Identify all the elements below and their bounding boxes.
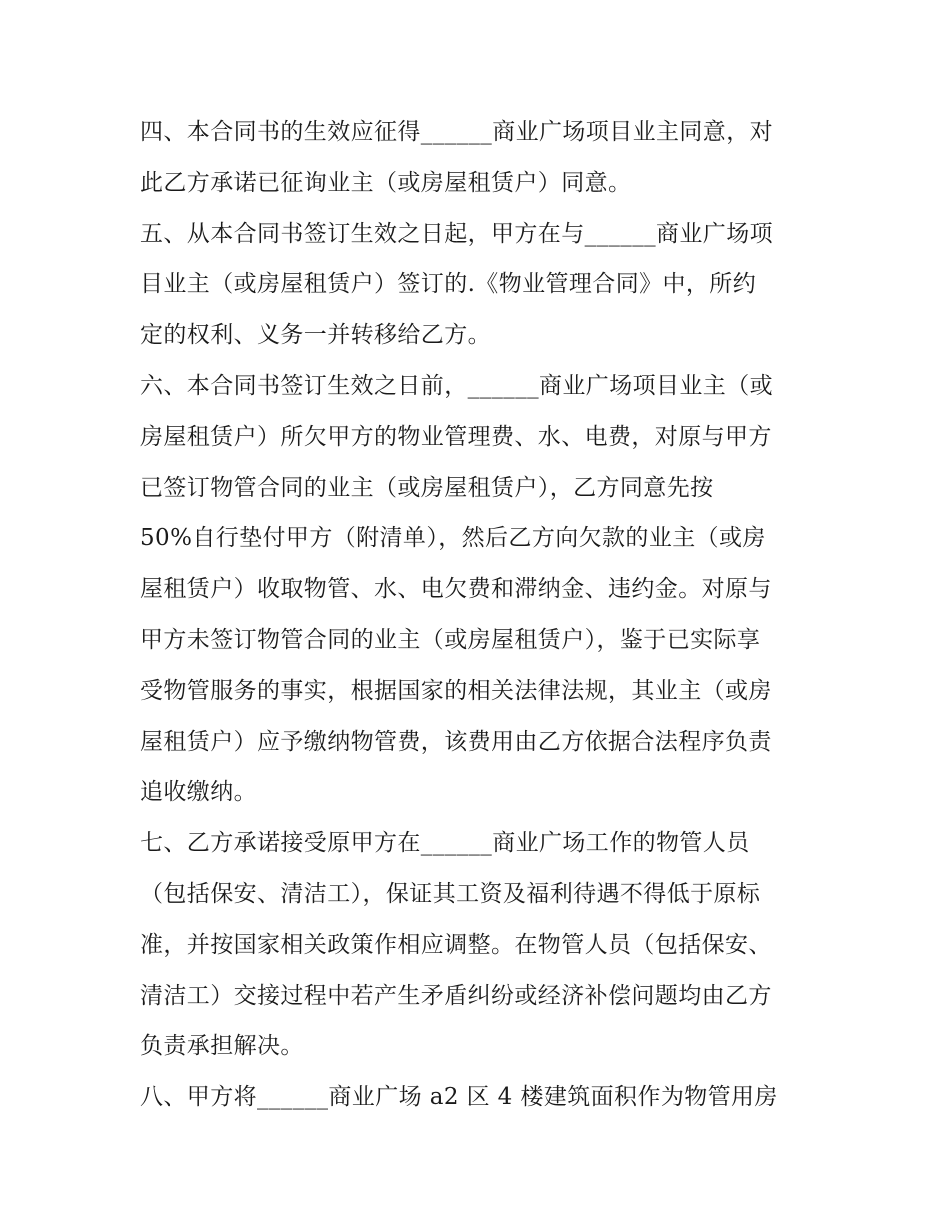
text-line: 目业主（或房屋租赁户）签订的.《物业管理合同》中，所约 — [140, 271, 757, 298]
text-line: （包括保安、清洁工），保证其工资及福利待遇不得低于原标 — [140, 880, 761, 907]
text-line: 房屋租赁户）所欠甲方的物业管理费、水、电费，对原与甲方 — [140, 423, 772, 450]
text-line: 屋租赁户）收取物管、水、电欠费和滞纳金、违约金。对原与 — [140, 576, 772, 603]
text-line: 八、甲方将______商业广场 a2 区 4 楼建筑面积作为物管用房 — [140, 1084, 778, 1111]
text-line: 七、乙方承诺接受原甲方在______商业广场工作的物管人员 — [140, 830, 750, 857]
text-line: 此乙方承诺已征询业主（或房屋租赁户）同意。 — [140, 169, 632, 196]
text-line: 追收缴纳。 — [140, 779, 257, 806]
text-line: 准，并按国家相关政策作相应调整。在物管人员（包括保安、 — [140, 931, 772, 958]
text-line: 清洁工）交接过程中若产生矛盾纠纷或经济补偿问题均由乙方 — [140, 982, 772, 1009]
text-line: 五、从本合同书签订生效之日起，甲方在与______商业广场项 — [140, 220, 773, 247]
contract-text — [140, 107, 820, 1123]
text-line: 六、本合同书签订生效之日前，______商业广场项目业主（或 — [140, 372, 773, 399]
text-line: 负责承担解决。 — [140, 1033, 304, 1060]
text-line: 甲方未签订物管合同的业主（或房屋租赁户），鉴于已实际享 — [140, 626, 761, 653]
text-line: 定的权利、义务一并转移给乙方。 — [140, 322, 491, 349]
text-line: 四、本合同书的生效应征得______商业广场项目业主同意，对 — [140, 119, 773, 145]
text-line: 屋租赁户）应予缴纳物管费，该费用由乙方依据合法程序负责 — [140, 728, 772, 755]
text-line: 受物管服务的事实，根据国家的相关法律法规，其业主（或房 — [140, 677, 772, 704]
text-line: 50%自行垫付甲方（附清单），然后乙方向欠款的业主（或房 — [140, 525, 766, 552]
text-line: 已签订物管合同的业主（或房屋租赁户），乙方同意先按 — [140, 474, 714, 501]
